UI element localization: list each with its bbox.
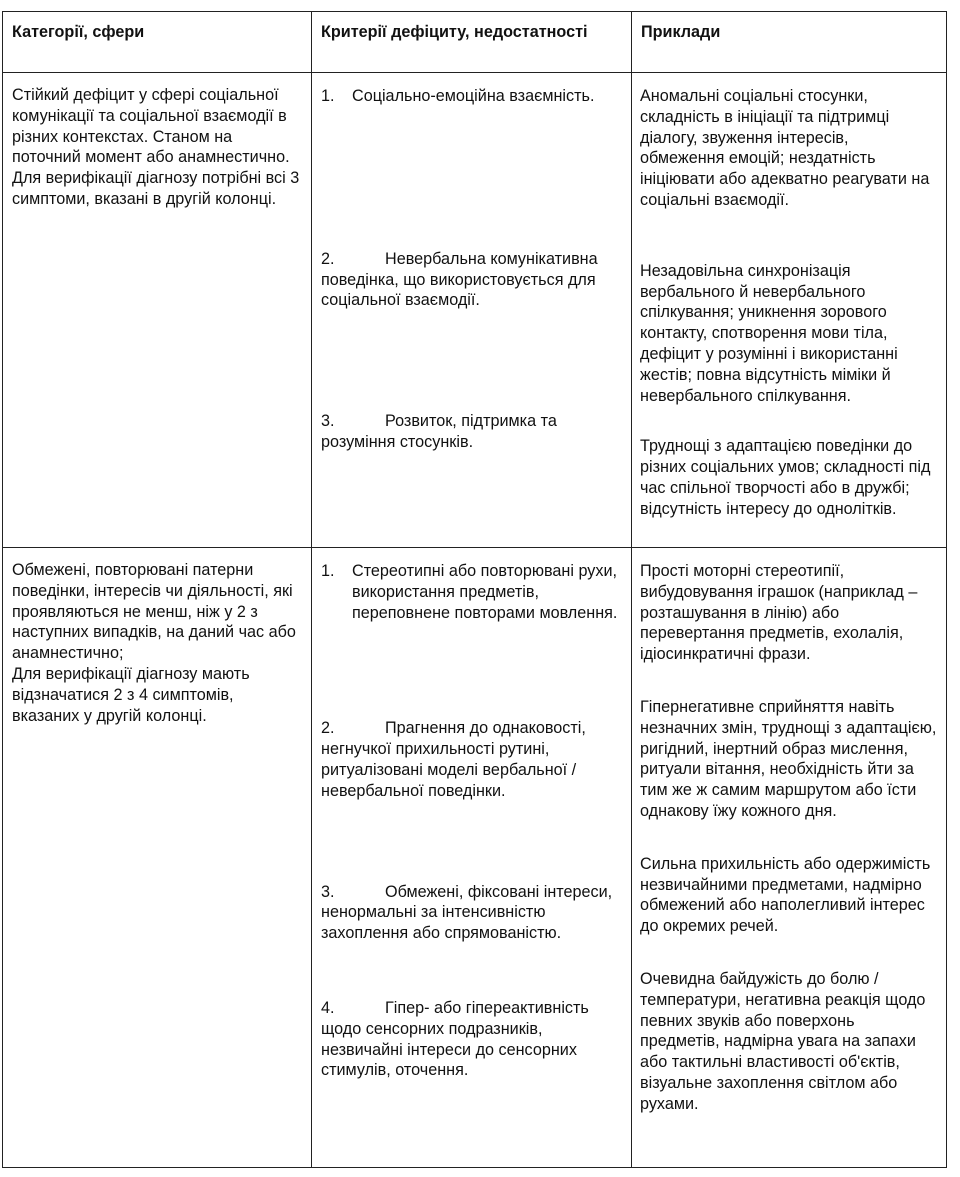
- header-categories-label: Категорії, сфери: [12, 23, 145, 41]
- example-item: Незадовільна синхронізація вербального й невербального спілкування; уникнення зорового контакту, спотворення мови тіла, дефіцит у розумінні і використанні жестів; повна відсутність міміки й невербального спілкування.: [640, 261, 898, 405]
- criterion-number: 3.: [321, 412, 335, 431]
- header-examples: [632, 12, 947, 73]
- criterion-item: [312, 411, 631, 453]
- criterion-text: Гіпер- або гіпереактивність щодо сенсорних подразників, незвичайні інтереси до сенсорних стимулів, оточення.: [321, 998, 589, 1080]
- criterion-text: Прагнення до однаковості, негнучкої прихильності рутині, ритуалізовані моделі вербальної / невербальної поведінки.: [321, 719, 586, 800]
- criterion-text: Розвиток, підтримка та розуміння стосунків.: [321, 412, 557, 451]
- criteria-table-wrapper: [2, 11, 946, 1168]
- category-requirement: Для верифікації діагнозу мають відзначатися 2 з 4 симптомів, вказаних у другій колонці.: [12, 664, 250, 725]
- examples-cell: [632, 548, 947, 1168]
- criteria-cell: [312, 548, 632, 1168]
- category-description: Обмежені, повторювані патерни поведінки, інтересів чи діяльності, які проявляються не менш, ніж у 2 з наступних випадків, на даний час або анамнестично;: [12, 561, 296, 663]
- criterion-number: 4.: [321, 998, 335, 1017]
- criterion-text: Соціально-емоційна взаємність.: [352, 87, 595, 105]
- example-item: Прості моторні стереотипії, вибудовування іграшок (наприклад – розташування в лінію) або перевертання предметів, ехолалія, ідіосинкратичні фрази.: [640, 562, 918, 664]
- header-criteria: [312, 12, 632, 73]
- criterion-number: 2.: [321, 249, 335, 268]
- criterion-text: Обмежені, фіксовані інтереси, ненормальні за інтенсивністю захоплення або спрямованістю.: [321, 882, 613, 943]
- criterion-number: 1.: [321, 87, 335, 105]
- criterion-number: 3.: [321, 882, 335, 901]
- examples-cell: [632, 73, 947, 548]
- criterion-item: [312, 718, 631, 801]
- header-criteria-label: Критерії дефіциту, недостатності: [321, 23, 588, 41]
- category-cell: [3, 548, 312, 1168]
- table-row: [3, 548, 947, 1168]
- example-item: Гіпернегативне сприйняття навіть незначних змін, труднощі з адаптацією, ригідний, інертний образ мислення, ритуали вітання, необхідність йти за тим же ж самим маршрутом або їсти однакову їжу кожного дня.: [640, 697, 937, 820]
- category-description: Стійкий дефіцит у сфері соціальної комунікації та соціальної взаємодії в різних контекстах. Станом на поточний момент або анамнестично.: [12, 86, 290, 167]
- header-examples-label: Приклади: [641, 23, 721, 41]
- example-item: Аномальні соціальні стосунки, складність в ініціації та підтримці діалогу, звуження інтересів, обмеження емоцій; нездатність ініціювати або адекватно реагувати на соціальні взаємодії.: [640, 87, 930, 209]
- criteria-table: [2, 11, 947, 1168]
- criterion-item: [312, 998, 631, 1081]
- category-cell: [3, 73, 312, 548]
- criterion-item: [312, 249, 631, 311]
- criteria-cell: [312, 73, 632, 548]
- example-item: Очевидна байдужість до болю / температури, негативна реакція щодо певних звуків або поверхонь предметів, надмірна увага на запахи або тактильні властивості об'єктів, візуальне захоплення світлом або рухами.: [640, 969, 926, 1113]
- criterion-text: Стереотипні або повторювані рухи, використання предметів, переповнене повторами мовлення.: [352, 562, 618, 622]
- criterion-item: [312, 561, 631, 623]
- category-requirement: Для верифікації діагнозу потрібні всі 3 симптоми, вказані в другій колонці.: [12, 169, 300, 208]
- criterion-number: 2.: [321, 719, 335, 738]
- header-categories: [3, 12, 312, 73]
- table-header-row: [3, 12, 947, 73]
- example-item: Сильна прихильність або одержимість незвичайними предметами, надмірно обмежений або наполегливий інтерес до окремих речей.: [640, 854, 931, 936]
- criterion-text: Невербальна комунікативна поведінка, що використовується для соціальної взаємодії.: [321, 249, 598, 310]
- table-row: [3, 73, 947, 548]
- criterion-number: 1.: [321, 562, 335, 580]
- example-item: Труднощі з адаптацією поведінки до різних соціальних умов; складності під час спільної творчості або в дружбі; відсутність інтересу до однолітків.: [640, 437, 931, 518]
- criterion-item: [312, 882, 631, 944]
- criterion-item: [312, 86, 631, 107]
